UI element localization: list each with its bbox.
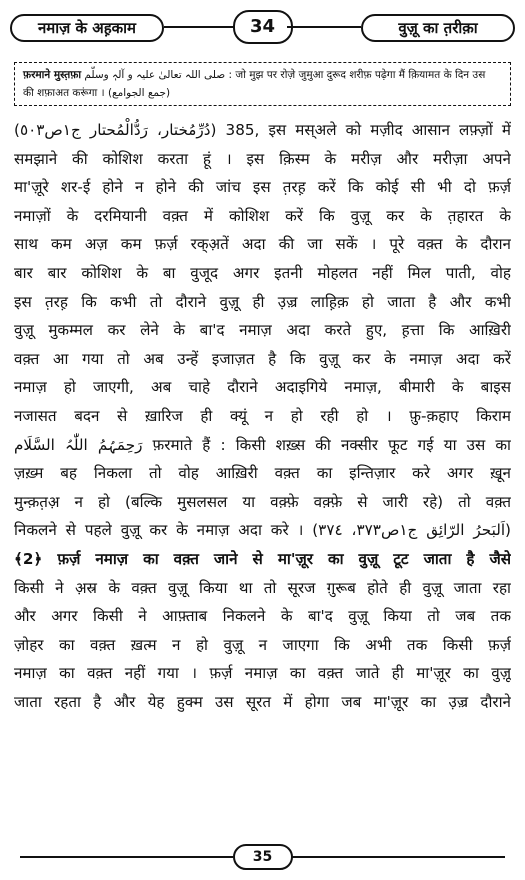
text-line: जाता रहता है और येह हुक्म उस सूरत में होगा जब मा'ज़ूर का उ़ज़्र दौराने: [14, 692, 511, 711]
section-title: वुज़ू का त़रीक़ा: [361, 14, 515, 42]
notice-text-2: की शफ़ाअत करूंगा ।: [23, 87, 105, 99]
page-footer: [0, 844, 525, 870]
text-line: निकलने से पहले वुज़ू कर के नमाज़ अदा करे । (اَلبَحرُ الرّائِق ج١ص٣٧٣، ٣٧٤): [14, 521, 511, 540]
footer-rule-right: [292, 856, 505, 858]
text-line: वक़्त आ गया तो अब उन्हें इजाज़त है कि वुज़ू कर के नमाज़ अदा करें: [14, 349, 511, 368]
body-text: [14, 116, 511, 716]
notice-text: : जो मुझ पर रोज़े जुमुआ दुरूद शरीफ़ पढ़ेगा मैं क़ियामत के दिन उस: [228, 69, 486, 81]
text-line: (دُرِّمُختار، رَدُّالْمُحتار ج١ص٥٠٣) 385, इस मस्अले को मज़ीद आसान लफ़्ज़ों में: [14, 121, 511, 139]
hadith-notice-box: [14, 62, 511, 106]
text-line-point-2: ﴾2﴿ फ़र्ज़ नमाज़ का वक़्त जाने से मा'ज़ूर का वुज़ू टूट जाता है जैसे: [14, 549, 511, 568]
footer-page-number: 35: [233, 844, 293, 870]
notice-lead: फ़रमाने मुस्त़फ़ा: [23, 69, 82, 81]
notice-source: (جمع الجوامع): [107, 87, 171, 99]
text-line: मा'ज़ूरे शर-ई होने न होने की जांच इस त़रह़ करें कि कोई सी भी दो फ़र्ज़: [14, 178, 511, 197]
header-rule-left: [164, 26, 238, 28]
header-page-number: 34: [233, 10, 293, 44]
header-rule-right: [287, 26, 361, 28]
text-line: मुन्क़त़अ़ न हो (बल्कि मुसलसल या वक़्फ़े वक़्फ़े से जारी रहे) तो वक़्त: [14, 492, 511, 511]
footer-rule-left: [20, 856, 233, 858]
text-line: और अगर किसी ने आफ़्ताब निकलने के बा'द वुज़ू किया तो जब तक: [14, 607, 511, 626]
text-line: इस त़रह़ कि कभी तो दौराने वुज़ू ही उ़ज़्र लाह़िक़ हो जाता है और कभी: [14, 292, 511, 311]
page-header: [10, 8, 515, 44]
text-line: رَحِمَہُمُ اللّٰہُ السَّلَام फ़रमाते हैं : किसी शख़्स की नक्सीर फूट गई या उस का: [14, 435, 511, 454]
notice-arabic: صلی اللہ تعالیٰ علیہ و آلہٖ وسلّم: [84, 69, 226, 81]
chapter-title: नमाज़ के अह़काम: [10, 14, 164, 42]
text-line: समझाने की कोशिश करता हूं । इस क़िस्म के मरीज़ और मरीज़ा अपने: [14, 149, 511, 168]
text-line: ज़ख़्म बह निकला तो वोह आख़िरी वक़्त का इन्तिज़ार करे अगर ख़ून: [14, 464, 511, 483]
text-line: साथ कम अज़ कम फ़र्ज़ रक्अ़तें अदा की जा सकें । पूरे वक़्त के दौरान: [14, 235, 511, 254]
text-line: ज़ोहर का वक़्त ख़त्म न हो वुज़ू न जाएगा कि अभी तक किसी फ़र्ज़: [14, 635, 511, 654]
text-line: वुज़ू मुकम्मल कर लेने के बा'द नमाज़ अदा करते हुए, ह़त्ता कि आख़िरी: [14, 321, 511, 340]
text-line: किसी ने अ़स्र के वक़्त वुज़ू किया था तो सूरज ग़ुरूब होते ही वुज़ू जाता रहा: [14, 578, 511, 597]
text-line: नजासत बदन से ख़ारिज ही क्यूं न हो रही हो । फ़ु-क़हाए किराम: [14, 406, 511, 425]
text-line: नमाज़ का वक़्त नहीं गया । फ़र्ज़ नमाज़ का वक़्त जाते ही मा'ज़ूर का वुज़ू: [14, 664, 511, 683]
text-line: नमाज़ हो जाएगी, अब चाहे दौराने अदाइगिये नमाज़, बीमारी के बाइस: [14, 378, 511, 397]
text-line: नमाज़ों के दरमियानी वक़्त में कोशिश करें कि वुज़ू कर के त़हारत के: [14, 206, 511, 225]
text-line: बार बार कोशिश के बा वुजूद अगर इतनी मोहलत नहीं मिल पाती, वोह: [14, 263, 511, 282]
